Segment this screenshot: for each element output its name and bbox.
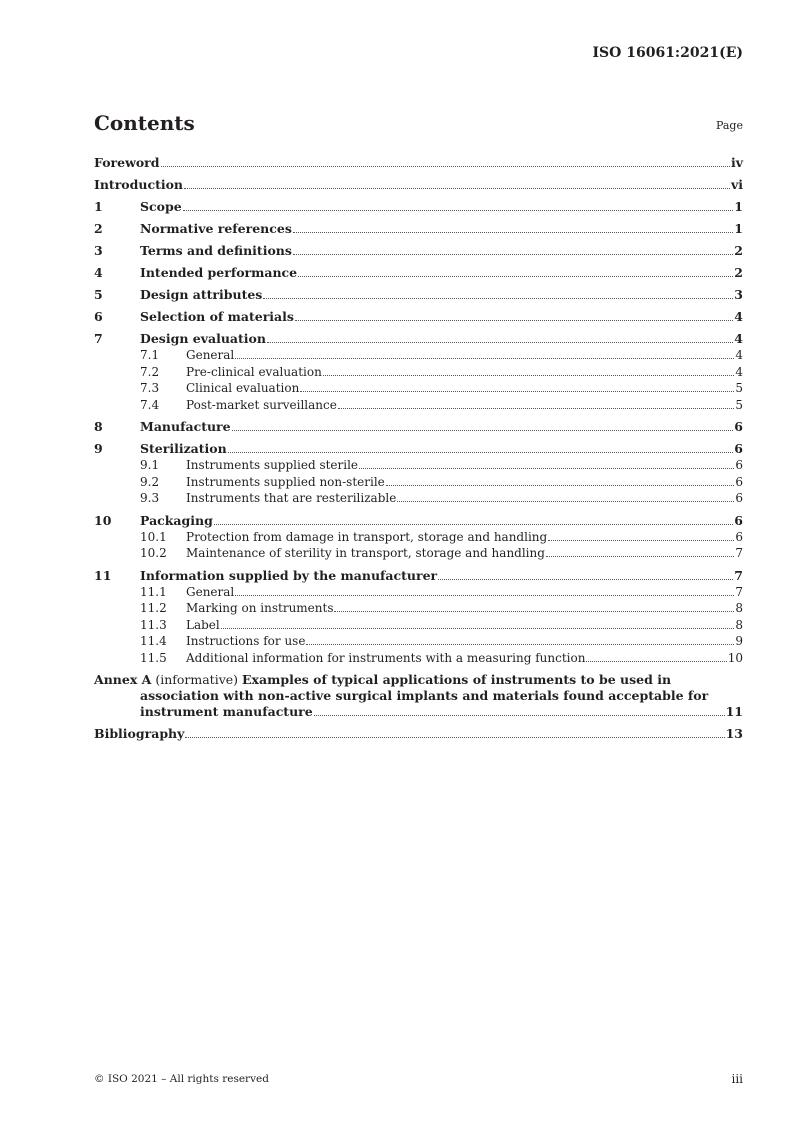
toc-entry[interactable] bbox=[94, 617, 743, 634]
toc-entry-page: 5 bbox=[735, 397, 743, 412]
toc-entry-page: 4 bbox=[735, 364, 743, 379]
toc-entry-bibliography[interactable] bbox=[94, 726, 743, 742]
toc-entry-title: Maintenance of sterility in transport, storage and handling bbox=[186, 546, 545, 560]
toc-entry-title: Additional information for instruments with a measuring function bbox=[186, 650, 586, 665]
toc-entry-title: Introduction bbox=[94, 177, 184, 192]
dot-leader bbox=[386, 485, 735, 486]
toc-entry-page: 6 bbox=[734, 419, 743, 434]
toc-entry-title: Instructions for use bbox=[186, 634, 306, 648]
toc-entry-page: 6 bbox=[735, 491, 743, 505]
toc-entry-title: Instruments that are resterilizable bbox=[186, 491, 397, 505]
toc-entry[interactable] bbox=[94, 347, 743, 364]
dot-leader bbox=[295, 320, 733, 321]
toc-entry-title: Scope bbox=[140, 199, 182, 214]
toc-entry-page: 6 bbox=[734, 512, 743, 528]
toc-entry[interactable] bbox=[94, 380, 743, 397]
toc-entry-page: 7 bbox=[735, 546, 743, 560]
dot-leader bbox=[298, 276, 733, 277]
toc-entry-title: Sterilization bbox=[140, 441, 227, 456]
dot-leader bbox=[184, 188, 730, 189]
toc-entry-title: Packaging bbox=[140, 512, 213, 528]
toc-entry[interactable] bbox=[94, 490, 743, 507]
toc-entry-number: 7.3 bbox=[140, 381, 160, 395]
toc-entry-title: Selection of materials bbox=[140, 309, 294, 324]
toc-entry-number: 11 bbox=[94, 567, 112, 583]
toc-entry-number: 10.1 bbox=[140, 529, 167, 544]
toc-entry-number: 7.4 bbox=[140, 397, 160, 412]
toc-entry-page: 4 bbox=[735, 348, 743, 362]
table-of-contents bbox=[94, 155, 743, 742]
document-id: ISO 16061:2021(E) bbox=[592, 45, 743, 61]
dot-leader bbox=[314, 715, 725, 716]
toc-entry[interactable] bbox=[94, 177, 743, 193]
toc-entry-page: 6 bbox=[735, 474, 743, 489]
toc-entry-title: Foreword bbox=[94, 155, 160, 170]
toc-entry-number: 9.1 bbox=[140, 458, 160, 472]
dot-leader bbox=[263, 298, 733, 299]
toc-entry-number: 11.3 bbox=[140, 617, 167, 632]
toc-entry-title: Design attributes bbox=[140, 287, 263, 302]
toc-entry-title: General bbox=[186, 584, 235, 599]
toc-entry-number: 7 bbox=[94, 331, 103, 346]
toc-entry-page: 6 bbox=[735, 458, 743, 472]
dot-leader bbox=[221, 628, 735, 629]
toc-entry[interactable] bbox=[94, 419, 743, 435]
toc-entry-number: 9.2 bbox=[140, 474, 160, 489]
dot-leader bbox=[438, 579, 733, 580]
toc-entry-number: 11.4 bbox=[140, 634, 167, 648]
toc-entry-number: 8 bbox=[94, 419, 103, 434]
toc-entry[interactable] bbox=[94, 650, 743, 667]
toc-entry-number: 11.1 bbox=[140, 584, 167, 599]
toc-entry[interactable] bbox=[94, 287, 743, 303]
toc-entry-page: iv bbox=[730, 155, 743, 170]
toc-entry-title: Post-market surveillance bbox=[186, 397, 337, 412]
toc-entry-page: 4 bbox=[734, 331, 743, 346]
toc-entry-number: 1 bbox=[94, 199, 103, 214]
toc-entry[interactable] bbox=[94, 474, 743, 491]
toc-entry-page: 6 bbox=[735, 529, 743, 544]
toc-entry-title: Marking on instruments bbox=[186, 601, 334, 615]
dot-leader bbox=[228, 452, 734, 453]
toc-entry[interactable] bbox=[94, 243, 743, 259]
toc-entry-page: 2 bbox=[734, 265, 743, 280]
dot-leader bbox=[267, 342, 733, 343]
toc-entry[interactable] bbox=[94, 155, 743, 171]
toc-entry-page: 7 bbox=[735, 584, 743, 599]
toc-entry-page: 13 bbox=[725, 726, 743, 741]
toc-entry-page: 1 bbox=[734, 221, 743, 236]
toc-entry-number: 6 bbox=[94, 309, 103, 324]
toc-entry-number: 5 bbox=[94, 287, 103, 302]
toc-entry-number: 11.5 bbox=[140, 650, 167, 665]
dot-leader bbox=[293, 232, 733, 233]
toc-entry[interactable] bbox=[94, 584, 743, 601]
toc-entry[interactable] bbox=[94, 529, 743, 546]
toc-entry[interactable] bbox=[94, 545, 743, 562]
dot-leader bbox=[334, 611, 734, 612]
dot-leader bbox=[546, 556, 734, 557]
dot-leader bbox=[548, 540, 734, 541]
toc-entry[interactable] bbox=[94, 441, 743, 457]
toc-entry-number: 2 bbox=[94, 221, 103, 236]
toc-entry[interactable] bbox=[94, 397, 743, 414]
dot-leader bbox=[293, 254, 733, 255]
toc-entry[interactable] bbox=[94, 600, 743, 617]
toc-entry-page: 3 bbox=[734, 287, 743, 302]
toc-entry-title: General bbox=[186, 348, 235, 362]
annex-label: Annex A bbox=[94, 672, 152, 687]
toc-entry[interactable] bbox=[94, 568, 743, 584]
dot-leader bbox=[232, 430, 734, 431]
dot-leader bbox=[338, 408, 735, 409]
page-number: iii bbox=[731, 1072, 743, 1086]
toc-entry-page: 8 bbox=[735, 617, 743, 632]
toc-entry-number: 11.2 bbox=[140, 601, 167, 615]
dot-leader bbox=[214, 524, 733, 525]
toc-entry-title: Label bbox=[186, 617, 220, 632]
toc-entry-title: Design evaluation bbox=[140, 331, 266, 346]
dot-leader bbox=[161, 166, 730, 167]
dot-leader bbox=[183, 210, 734, 211]
toc-entry[interactable] bbox=[94, 364, 743, 381]
toc-entry-number: 3 bbox=[94, 243, 103, 258]
toc-entry-title: Clinical evaluation bbox=[186, 381, 300, 395]
page-column-label: Page bbox=[715, 119, 743, 132]
annex-qualifier: (informative) bbox=[155, 672, 239, 687]
annex-title-line-2: association with non-active surgical implants and materials found acceptable for bbox=[140, 688, 709, 703]
toc-entry[interactable] bbox=[94, 199, 743, 215]
annex-title-line-3: instrument manufacture bbox=[140, 704, 313, 719]
dot-leader bbox=[306, 644, 734, 645]
toc-entry-title: Terms and definitions bbox=[140, 243, 292, 258]
toc-entry-number: 7.2 bbox=[140, 364, 160, 379]
annex-page: 11 bbox=[725, 704, 743, 719]
toc-entry-page: 1 bbox=[734, 199, 743, 214]
toc-entry-page: 8 bbox=[735, 601, 743, 615]
toc-entry-page: 10 bbox=[727, 650, 743, 665]
dot-leader bbox=[323, 375, 735, 376]
dot-leader bbox=[586, 661, 726, 662]
toc-entry-page: 6 bbox=[734, 441, 743, 456]
toc-entry-title: Information supplied by the manufacturer bbox=[140, 567, 438, 583]
toc-entry-title: Normative references bbox=[140, 221, 292, 236]
toc-entry[interactable] bbox=[94, 331, 743, 347]
toc-entry-title: Instruments supplied sterile bbox=[186, 458, 359, 472]
toc-entry-title: Manufacture bbox=[140, 419, 231, 434]
toc-entry-page: 5 bbox=[735, 381, 743, 395]
toc-entry-title: Intended performance bbox=[140, 265, 298, 280]
toc-entry-number: 7.1 bbox=[140, 348, 160, 362]
annex-title-line-1: Examples of typical applications of instruments to be used in bbox=[242, 672, 672, 687]
toc-entry-title: Bibliography bbox=[94, 726, 185, 741]
toc-entry[interactable] bbox=[94, 513, 743, 529]
toc-entry[interactable] bbox=[94, 309, 743, 325]
dot-leader bbox=[235, 595, 734, 596]
toc-entry-page: vi bbox=[730, 177, 743, 192]
dot-leader bbox=[300, 391, 734, 392]
toc-entry-number: 10 bbox=[94, 512, 112, 528]
toc-entry-title: Protection from damage in transport, storage and handling bbox=[186, 529, 548, 544]
dot-leader bbox=[235, 358, 734, 359]
toc-entry-number: 4 bbox=[94, 265, 103, 280]
toc-entry-title: Instruments supplied non-sterile bbox=[186, 474, 385, 489]
toc-entry-title: Pre-clinical evaluation bbox=[186, 364, 322, 379]
dot-leader bbox=[185, 737, 724, 738]
toc-entry-number: 9 bbox=[94, 441, 103, 456]
copyright-notice: © ISO 2021 – All rights reserved bbox=[94, 1073, 269, 1085]
toc-annex-entry[interactable] bbox=[94, 672, 743, 720]
toc-entry-page: 9 bbox=[735, 634, 743, 648]
toc-entry-page: 7 bbox=[734, 567, 743, 583]
toc-entry[interactable] bbox=[94, 221, 743, 237]
dot-leader bbox=[397, 501, 734, 502]
page-title: Contents bbox=[94, 111, 195, 135]
toc-entry-page: 2 bbox=[734, 243, 743, 258]
dot-leader bbox=[359, 468, 734, 469]
toc-entry-number: 9.3 bbox=[140, 491, 160, 505]
toc-entry-page: 4 bbox=[734, 309, 743, 324]
toc-entry[interactable] bbox=[94, 633, 743, 650]
toc-entry-number: 10.2 bbox=[140, 546, 167, 560]
toc-entry[interactable] bbox=[94, 265, 743, 281]
toc-entry[interactable] bbox=[94, 457, 743, 474]
